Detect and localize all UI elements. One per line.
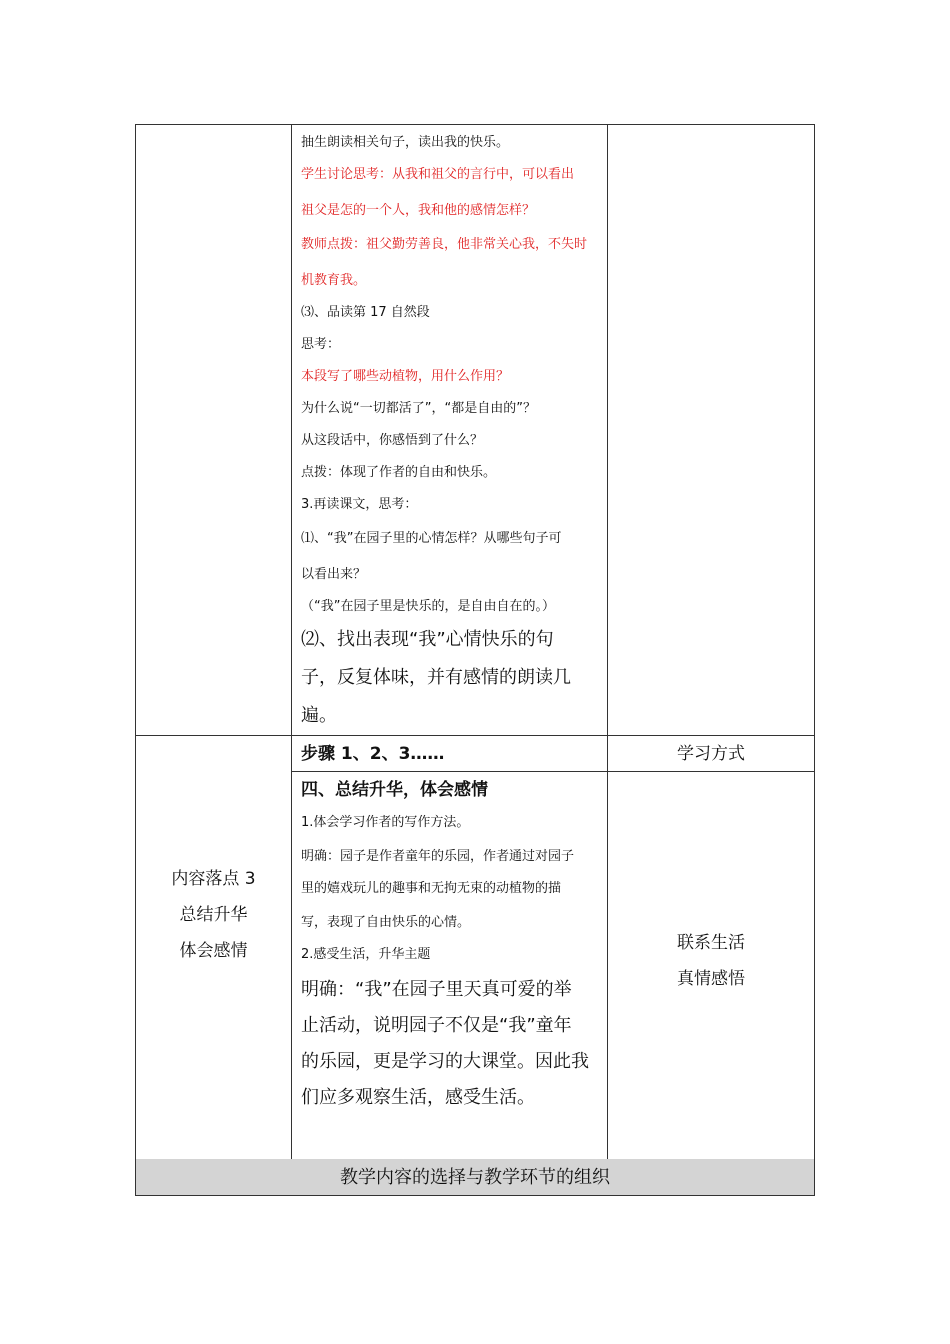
text-line: 3.再读课文，思考： <box>301 497 418 512</box>
text-line: 以看出来？ <box>301 567 367 582</box>
text-line: ⑴、“我”在园子里的心情怎样？从哪些句子可 <box>301 531 562 546</box>
text-line: 机教育我。 <box>301 273 367 288</box>
text-line: 2.感受生活，升华主题 <box>301 947 431 962</box>
method-item: 真情感悟 <box>677 969 745 989</box>
text-line: （“我”在园子里是快乐的，是自由自在的。） <box>301 599 555 614</box>
large-text-line: 们应多观察生活，感受生活。 <box>301 1087 535 1108</box>
content-point-label <box>136 861 291 969</box>
section1-content-cell <box>301 125 606 735</box>
text-line: 学生讨论思考：从我和祖父的言行中，可以看出 <box>301 167 575 182</box>
section2-content-cell <box>301 771 606 1159</box>
column-divider-1 <box>291 125 292 1159</box>
large-text-line: 遍。 <box>301 705 337 726</box>
text-line: 祖父是怎的一个人，我和他的感情怎样？ <box>301 203 536 218</box>
label-line: 内容落点 3 <box>171 869 256 889</box>
text-line: 本段写了哪些动植物，用什么作用？ <box>301 369 510 384</box>
text-line: 思考： <box>301 337 341 352</box>
learning-methods <box>608 925 814 997</box>
column-divider-2 <box>607 125 608 1159</box>
label-line: 体会感情 <box>179 941 248 961</box>
text-line: 抽生朗读相关句子，读出我的快乐。 <box>301 135 510 150</box>
section-heading: 四、总结升华，体会感情 <box>301 780 488 800</box>
text-line: 写，表现了自由快乐的心情。 <box>301 915 471 930</box>
large-text-line: 的乐园，更是学习的大课堂。因此我 <box>301 1051 589 1072</box>
large-text-line: 子，反复体味，并有感情的朗读几 <box>301 667 571 688</box>
label-line: 总结升华 <box>179 905 248 925</box>
large-text-line: ⑵、找出表现“我”心情快乐的句 <box>301 629 554 650</box>
text-line: 明确：园子是作者童年的乐园，作者通过对园子 <box>301 849 575 864</box>
text-line: 教师点拨：祖父勤劳善良，他非常关心我，不失时 <box>301 237 588 252</box>
steps-label: 步骤 1、2、3…… <box>301 744 445 764</box>
text-line: 点拨：体现了作者的自由和快乐。 <box>301 465 497 480</box>
text-line: 从这段话中，你感悟到了什么？ <box>301 433 484 448</box>
row-divider-1 <box>136 735 814 736</box>
large-text-line: 明确：“我”在园子里天真可爱的举 <box>301 979 572 1000</box>
text-line: 为什么说“一切都活了”，“都是自由的”？ <box>301 401 536 416</box>
method-item: 联系生活 <box>677 933 745 953</box>
text-line: 里的嬉戏玩儿的趣事和无拘无束的动植物的描 <box>301 881 562 896</box>
lesson-plan-table <box>135 124 815 1196</box>
footer-title: 教学内容的选择与教学环节的组织 <box>340 1167 610 1188</box>
text-line: 1.体会学习作者的写作方法。 <box>301 815 470 830</box>
method-header: 学习方式 <box>677 744 745 764</box>
large-text-line: 止活动，说明园子不仅是“我”童年 <box>301 1015 572 1036</box>
text-line: ⑶、品读第 17 自然段 <box>301 305 430 320</box>
